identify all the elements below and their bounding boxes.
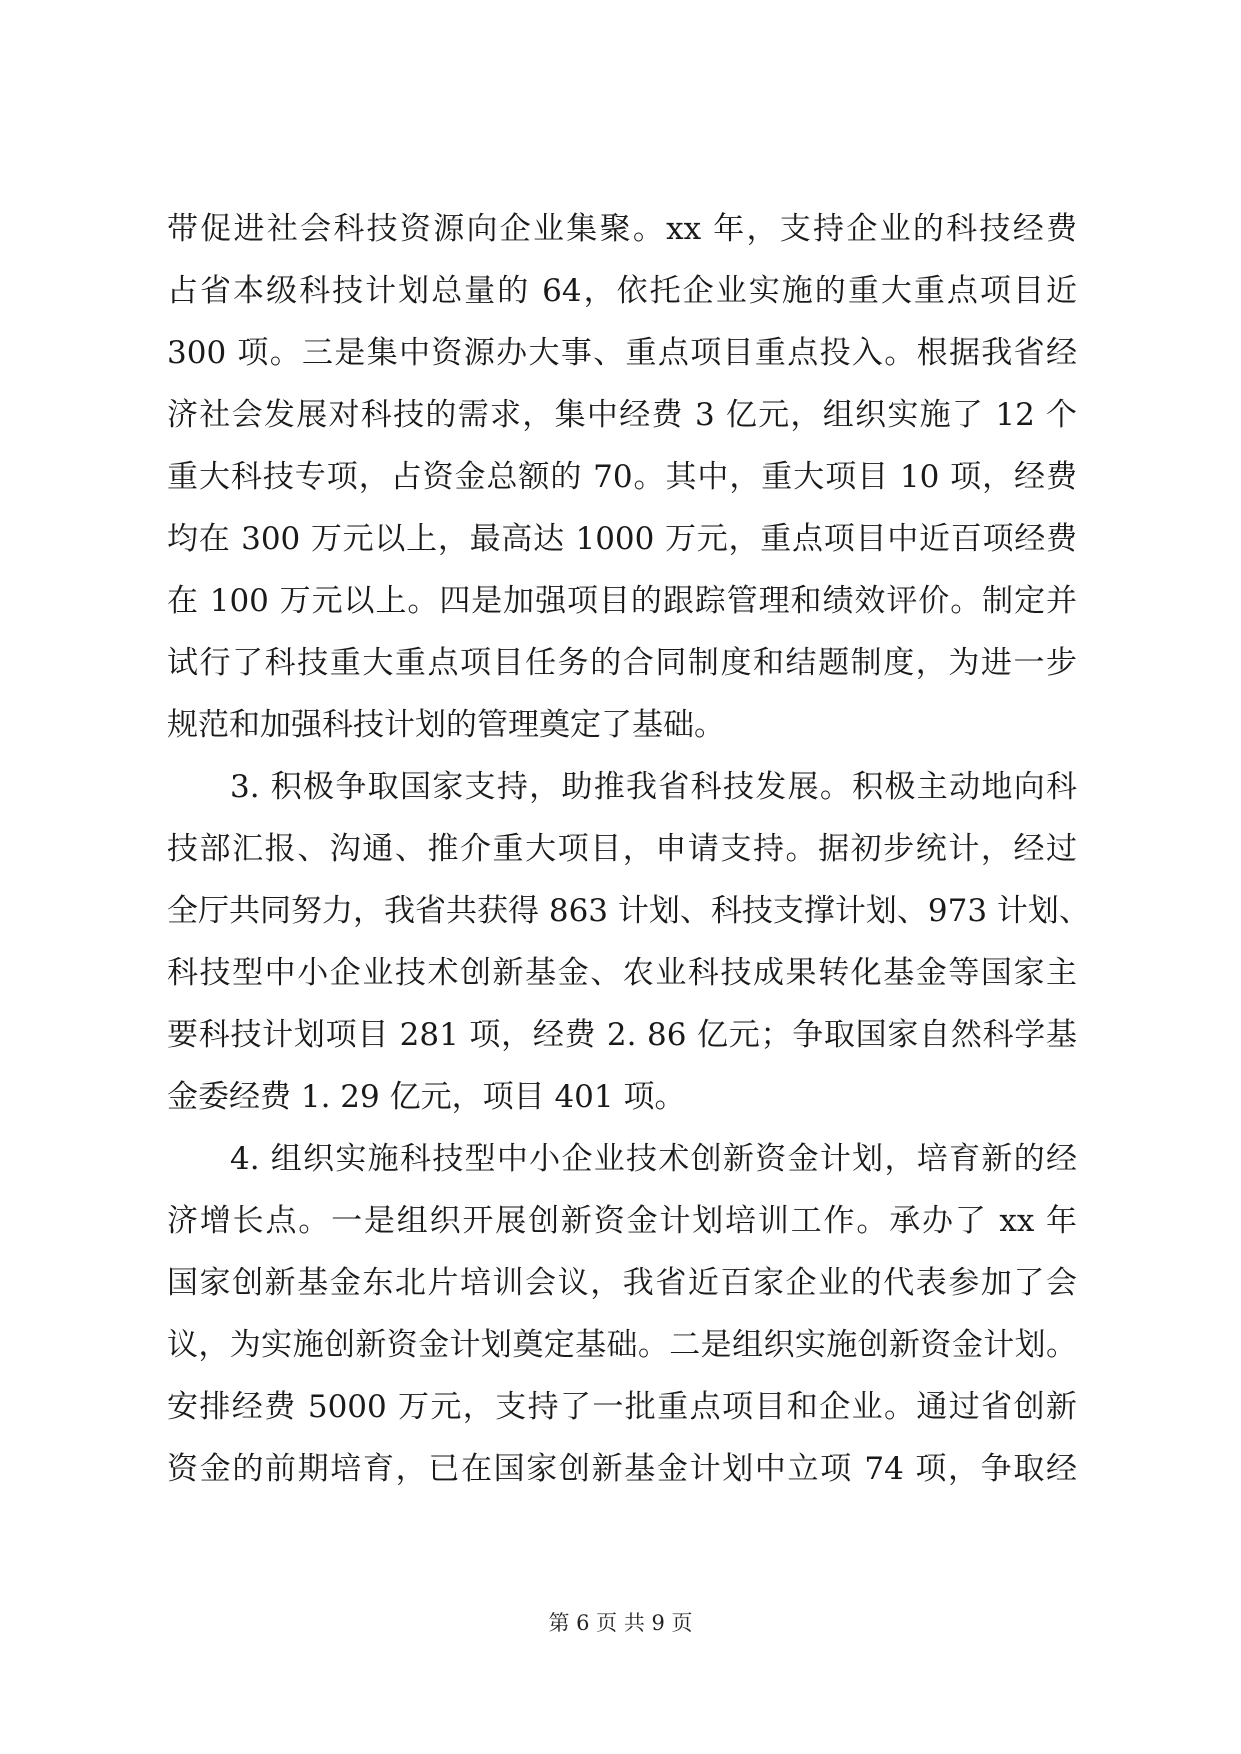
text-line: 安排经费 5000 万元，支持了一批重点项目和企业。通过省创新 (167, 1389, 1077, 1425)
text-line: 全厅共同努力，我省共获得 863 计划、科技支撑计划、973 计划、 (167, 893, 1090, 929)
text-line: 均在 300 万元以上，最高达 1000 万元，重点项目中近百项经费 (167, 521, 1077, 557)
text-line: 技部汇报、沟通、推介重大项目，申请支持。据初步统计，经过 (167, 831, 1077, 867)
text-line: 300 项。三是集中资源办大事、重点项目重点投入。根据我省经 (167, 335, 1077, 371)
text-line: 带促进社会科技资源向企业集聚。xx 年，支持企业的科技经费 (167, 211, 1077, 247)
page-number-footer: 第 6 页 共 9 页 (548, 1611, 693, 1635)
text-line: 要科技计划项目 281 项，经费 2. 86 亿元；争取国家自然科学基 (167, 1017, 1077, 1053)
text-line: 占省本级科技计划总量的 64，依托企业实施的重大重点项目近 (167, 273, 1077, 309)
paragraph-heading-3: 3. 积极争取国家支持，助推我省科技发展。积极主动地向科 (230, 769, 1077, 805)
text-line: 议，为实施创新资金计划奠定基础。二是组织实施创新资金计划。 (167, 1327, 1077, 1363)
text-line: 试行了科技重大重点项目任务的合同制度和结题制度，为进一步 (167, 645, 1077, 681)
text-line: 资金的前期培育，已在国家创新基金计划中立项 74 项，争取经 (167, 1451, 1077, 1487)
text-line: 在 100 万元以上。四是加强项目的跟踪管理和绩效评价。制定并 (167, 583, 1077, 619)
text-line: 金委经费 1. 29 亿元，项目 401 项。 (167, 1079, 686, 1115)
text-line: 规范和加强科技计划的管理奠定了基础。 (167, 707, 725, 743)
text-line: 国家创新基金东北片培训会议，我省近百家企业的代表参加了会 (167, 1265, 1077, 1301)
text-line: 重大科技专项，占资金总额的 70。其中，重大项目 10 项，经费 (167, 459, 1077, 495)
text-line: 科技型中小企业技术创新基金、农业科技成果转化基金等国家主 (167, 955, 1077, 991)
paragraph-heading-4: 4. 组织实施科技型中小企业技术创新资金计划，培育新的经 (230, 1141, 1077, 1177)
text-line: 济增长点。一是组织开展创新资金计划培训工作。承办了 xx 年 (167, 1203, 1077, 1239)
text-line: 济社会发展对科技的需求，集中经费 3 亿元，组织实施了 12 个 (167, 397, 1077, 433)
